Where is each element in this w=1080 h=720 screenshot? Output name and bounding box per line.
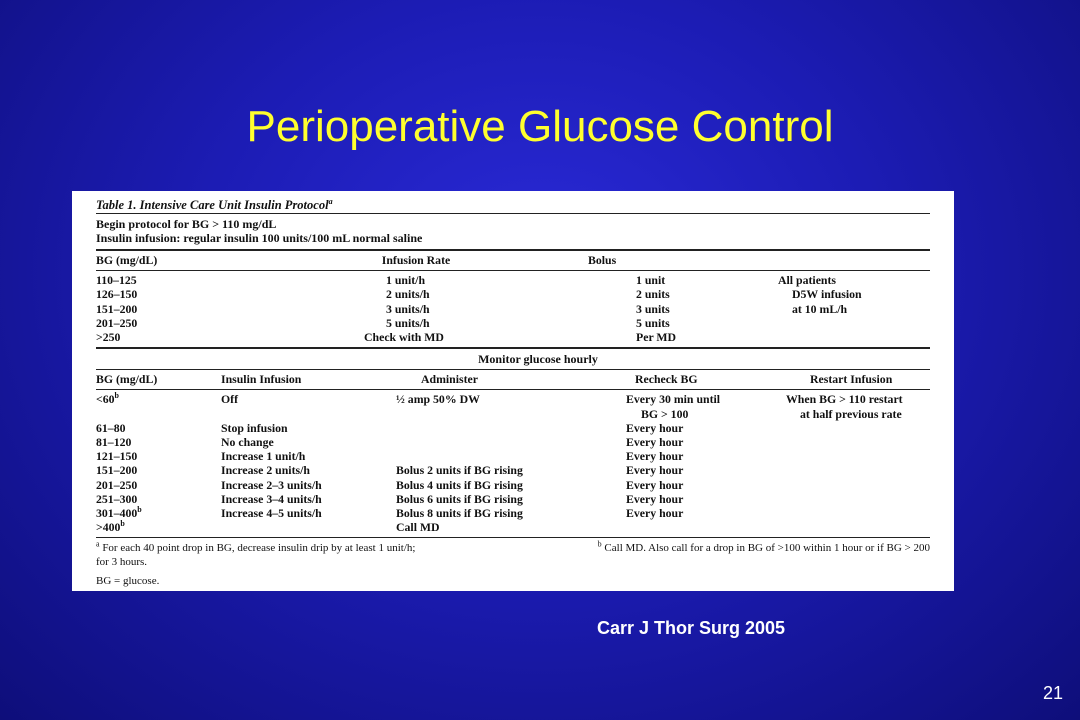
table-cell: Per MD (636, 330, 677, 345)
table-cell: Bolus 8 units if BG rising (396, 506, 523, 521)
infusion-rate-column (266, 273, 566, 344)
table-cell: Off (221, 392, 239, 407)
footnote-continued: for 3 hours. (96, 556, 148, 569)
table-row (96, 421, 930, 435)
table-cell (371, 421, 611, 435)
table-row (96, 492, 930, 506)
table-cell: Every hour (626, 420, 684, 435)
monitor-label: Monitor glucose hourly (478, 352, 598, 367)
section2-body (96, 390, 930, 534)
table-cell: 251–300 (96, 491, 138, 506)
table-cell: Every hour (626, 449, 684, 464)
table-cell: Stop infusion (221, 420, 288, 435)
table-caption: Table 1. Intensive Care Unit Insulin Protocol$^a$ (96, 196, 333, 212)
table-row (96, 478, 930, 492)
table-cell: No change (221, 435, 274, 450)
table-cell: 81–120 (96, 435, 132, 450)
table-cell (786, 421, 954, 435)
table-cell: 110–125 (96, 273, 137, 288)
table-cell: 201–250 (96, 477, 138, 492)
table-cell: Bolus 2 units if BG rising (396, 463, 523, 478)
table-cell: 5 units (636, 315, 670, 330)
section2-header-row (96, 370, 930, 389)
table-cell: 151–200 (96, 463, 138, 478)
table-cell: Increase 2 units/h (221, 463, 310, 478)
intro-line-1: Begin protocol for BG > 110 mg/dL (96, 217, 277, 231)
table-cell (786, 449, 954, 463)
table-cell: at half previous rate (800, 406, 902, 421)
table-cell (221, 520, 371, 534)
column-header: BG (mg/dL) (96, 253, 158, 267)
table-cell: 121–150 (96, 449, 138, 464)
table-cell (611, 520, 786, 534)
table-cell (786, 506, 954, 520)
table-cell (371, 435, 611, 449)
column-header: Insulin Infusion (221, 372, 302, 387)
table-row (96, 407, 930, 421)
table-cell: 61–80 (96, 420, 126, 435)
column-header (766, 253, 954, 267)
table-row (96, 449, 930, 463)
table-cell: Call MD (396, 520, 440, 535)
table-cell: D5W infusion (792, 287, 862, 302)
table-cell: >250 (96, 330, 121, 345)
table-cell (371, 449, 611, 463)
citation: Carr J Thor Surg 2005 (597, 618, 786, 638)
protocol-intro (96, 214, 930, 249)
table-row (96, 506, 930, 520)
footnote-a: $^a$ For each 40 point drop in BG, decrease insulin drip by at least 1 unit/h; (96, 539, 416, 555)
table-cell: 1 unit/h (386, 273, 426, 288)
table-cell: 3 units (636, 301, 670, 316)
table-cell: 2 units/h (386, 287, 430, 302)
table-cell: $>400^b$ (96, 519, 125, 535)
table-cell (371, 407, 611, 421)
table-row (96, 463, 930, 477)
bolus-column (566, 273, 766, 344)
intro-line-2: Insulin infusion: regular insulin 100 units/100 mL normal saline (96, 231, 423, 245)
table-cell: When BG > 110 restart (786, 392, 903, 407)
table-cell: Every 30 min until (626, 392, 721, 407)
table-cell: Every hour (626, 435, 684, 450)
section1-header-row (96, 251, 930, 270)
table-cell (786, 520, 954, 534)
table-cell: Check with MD (364, 330, 444, 345)
table-cell: at 10 mL/h (792, 301, 848, 316)
table-cell: Increase 3–4 units/h (221, 491, 322, 506)
column-header: Recheck BG (635, 372, 698, 387)
table-row (96, 520, 930, 534)
table-cell: 301–400$^b$ (96, 505, 142, 521)
table-cell (221, 407, 371, 421)
table-cell: Increase 2–3 units/h (221, 477, 322, 492)
footnote-row (96, 541, 930, 555)
page-number: 21 (1043, 683, 1064, 703)
bg-range-column (96, 273, 266, 344)
abbreviation-note: BG = glucose. (96, 575, 160, 588)
table-cell: 201–250 (96, 315, 138, 330)
table-cell: 126–150 (96, 287, 138, 302)
table-cell: Bolus 6 units if BG rising (396, 491, 523, 506)
table-cell: Every hour (626, 463, 684, 478)
table-cell (786, 435, 954, 449)
table-cell: 2 units (636, 287, 670, 302)
column-header: Infusion Rate (381, 253, 451, 267)
column-header: Restart Infusion (810, 372, 893, 387)
table-cell: 1 unit (636, 273, 666, 288)
table-cell (786, 492, 954, 506)
footnote-b: $^b$ Call MD. Also call for a drop in BG of >100 within 1 hour or if BG > 200 (597, 539, 930, 555)
table-cell: 151–200 (96, 301, 138, 316)
column-header: BG (mg/dL) (96, 372, 158, 387)
table-cell: Every hour (626, 491, 684, 506)
slide-title: Perioperative Glucose Control (246, 102, 834, 151)
table-cell: $<60^b$ (96, 391, 119, 407)
table-cell: 3 units/h (386, 301, 430, 316)
table-row (96, 435, 930, 449)
table-row (96, 392, 930, 406)
table-cell (786, 463, 954, 477)
table-footnotes (96, 538, 930, 588)
table-cell: ½ amp 50% DW (396, 392, 480, 407)
table-cell: Increase 4–5 units/h (221, 506, 322, 521)
section1-body (96, 271, 930, 344)
table-cell: Every hour (626, 477, 684, 492)
table-cell: 5 units/h (386, 315, 430, 330)
table-cell: Every hour (626, 506, 684, 521)
insulin-protocol-table (72, 191, 954, 591)
patient-note-column (766, 273, 954, 344)
table-cell: All patients (778, 273, 837, 288)
table-cell (786, 478, 954, 492)
column-header: Bolus (588, 253, 617, 267)
table-cell (96, 407, 221, 421)
table-cell: Increase 1 unit/h (221, 449, 306, 464)
table-cell: Bolus 4 units if BG rising (396, 477, 523, 492)
column-header: Administer (421, 372, 479, 387)
table-cell: BG > 100 (641, 406, 689, 421)
